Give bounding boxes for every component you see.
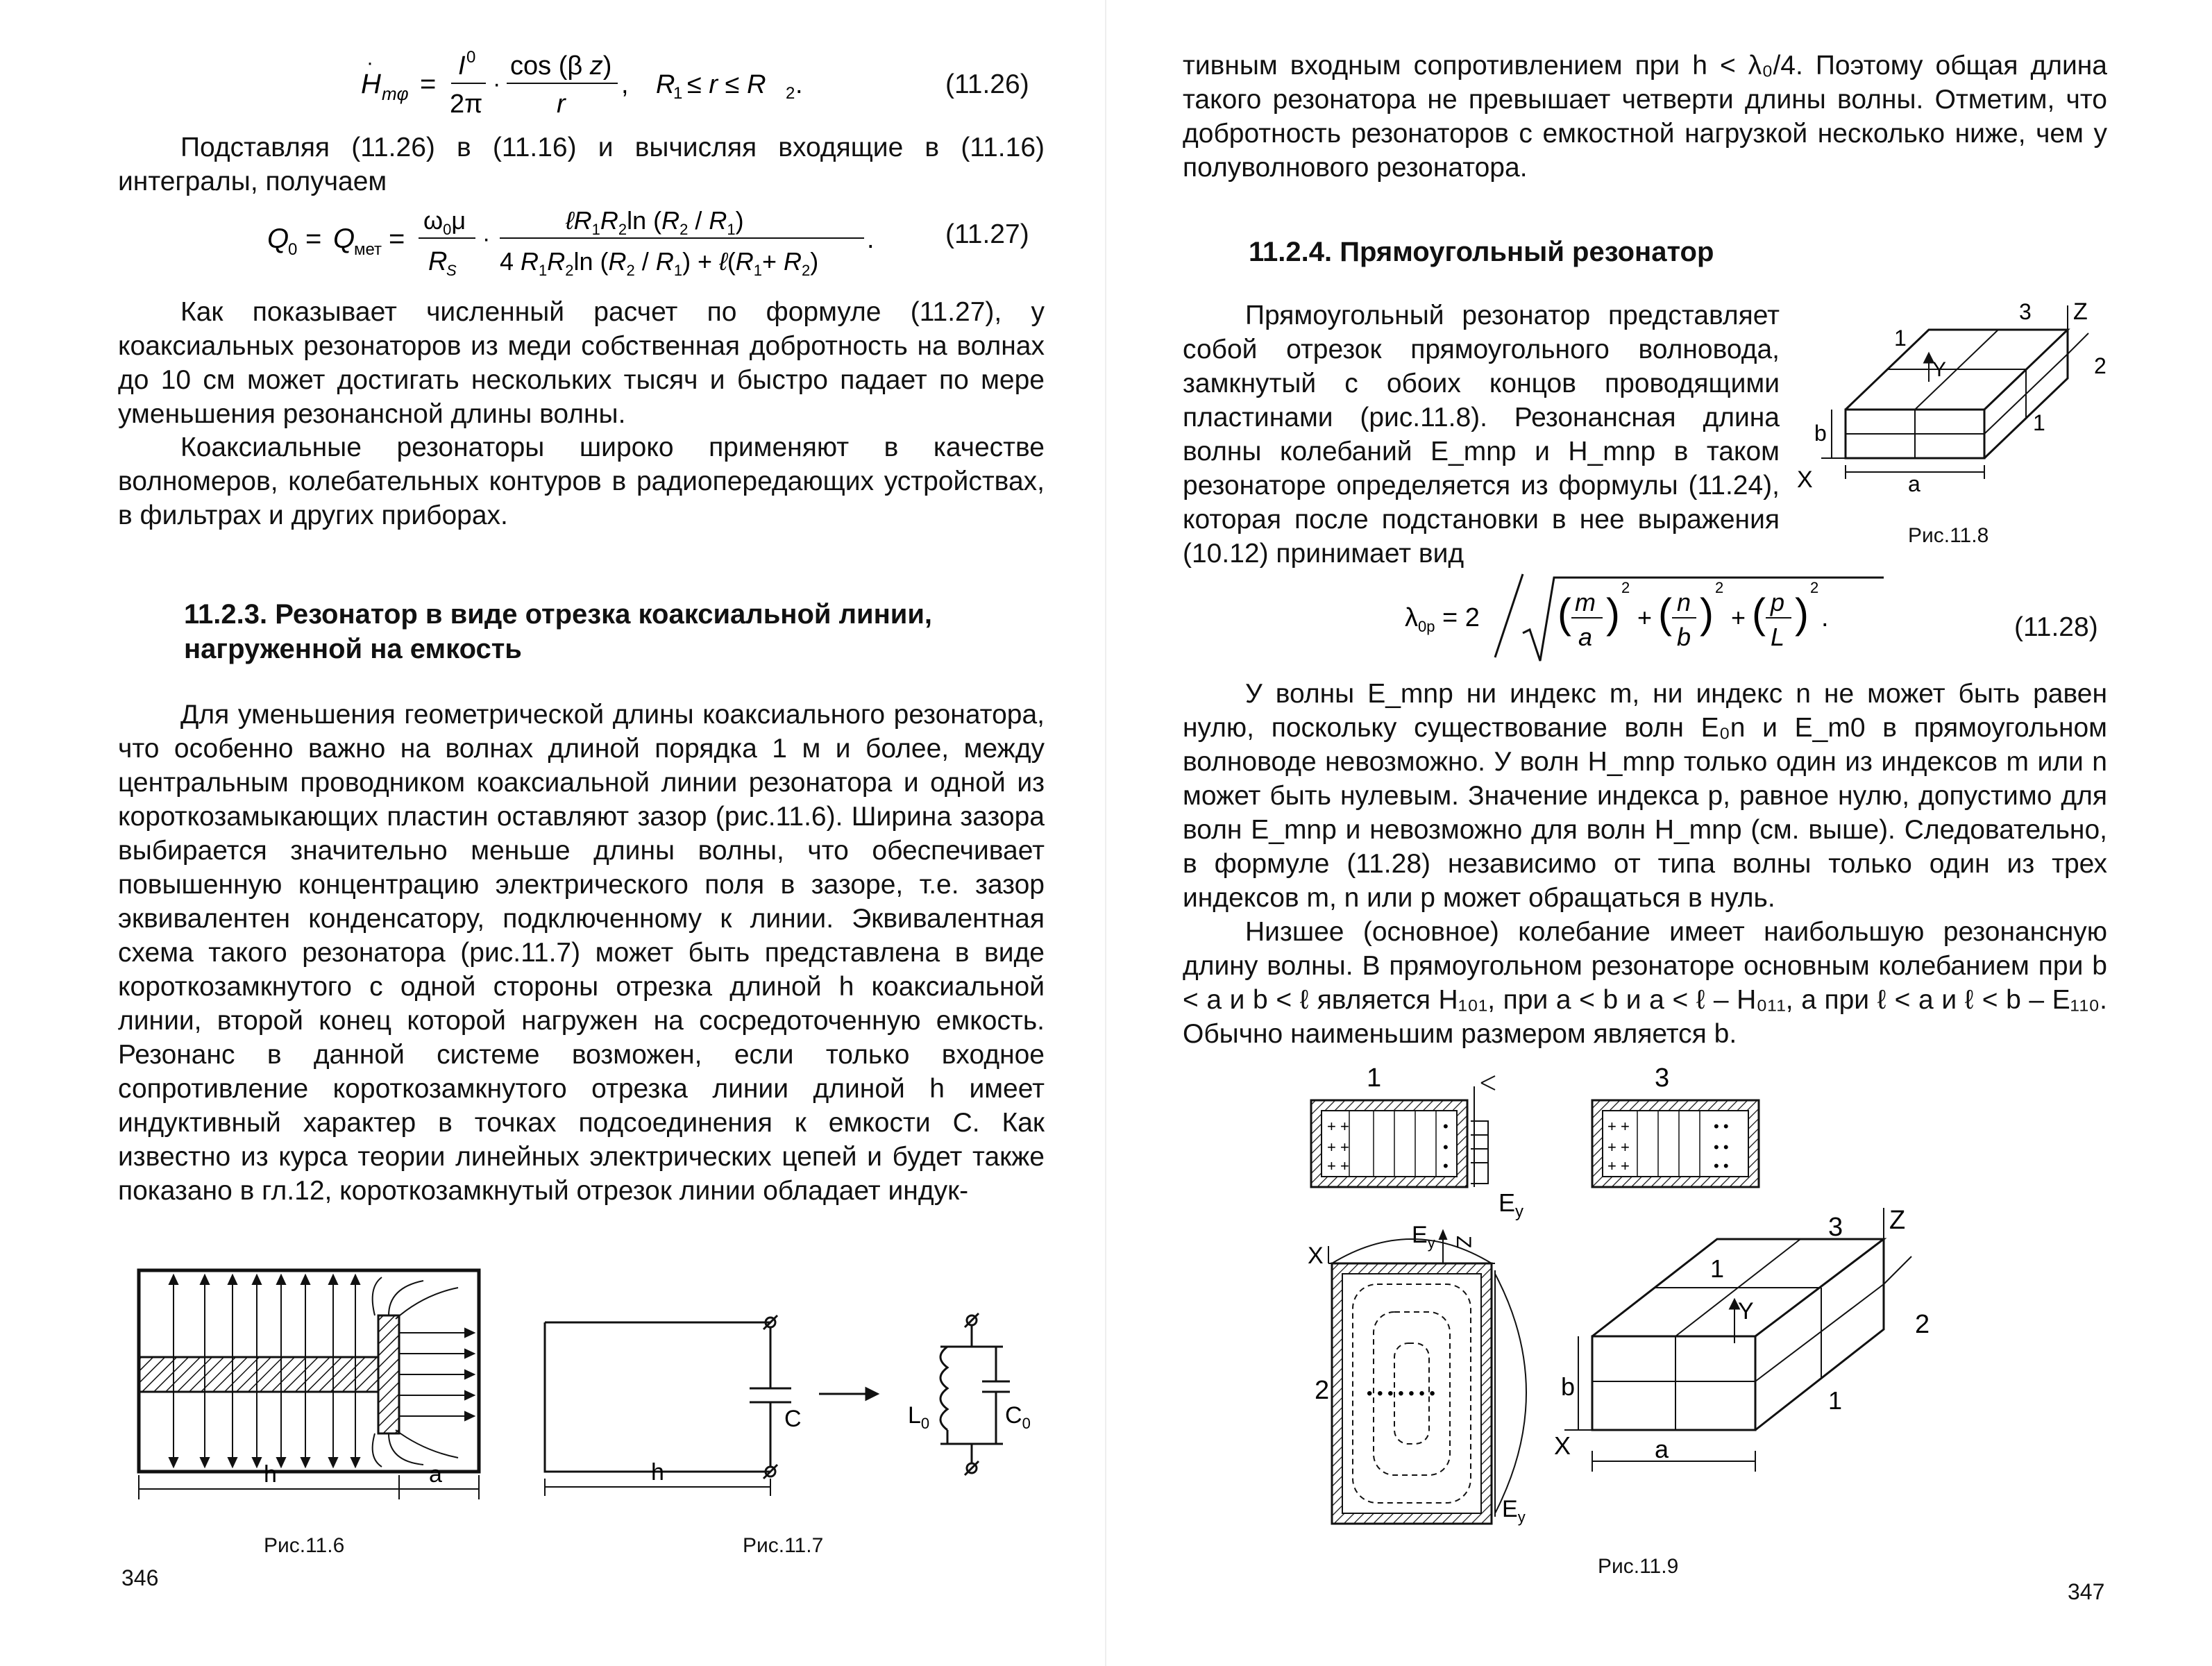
svg-text:•: • [1443,1118,1449,1135]
page-number-right: 347 [2068,1579,2105,1604]
svg-text:1: 1 [1894,326,1907,351]
svg-text:R: R [428,247,448,276]
svg-text:.: . [867,225,875,254]
svg-text:cos (β z): cos (β z) [510,51,612,81]
figure-11-9 [1301,1066,1995,1545]
paragraph-fundamental-mode: Низшее (основное) колебание имеет наибольшую резонансную длину волны. В прямоугольном резонаторе основным колебанием при b < a и b < ℓ является H₁₀₁, при a < b и a < ℓ – H₀₁₁, а при ℓ < a и ℓ < b – E₁₁₀. Обычно наименьшим размером является b. [1183,917,2107,1049]
paragraph-capacitive-resonator: Для уменьшения геометрической длины коаксиального резонатора, что особенно важно на волнах длиной порядка 1 м и более, между центральным проводником коаксиальной линии резонатора и одной из короткозамыкающих пластин оставляют зазор (рис.11.6). Ширина зазора выбирается значительно меньше длины волны, что обеспечивает повышенную концентрацию электрического поля в зазоре, т.е. зазор эквивалентен конденсатору, подключенному к линии. Эквивалентная схема такого резонатора (рис.11.7) может быть представлена в виде короткозамкнутого с одной стороны отрезка длиной h коаксиальной линии, второй конец которой нагружен на сосредоточенную емкость. Резонанс в данной системе возможен, если только входное сопротивление короткозамкнутого отрезка линии длиной h имеет индуктивный характер в точках подсоединения к емкости C. Как известно из курса теории линейных электрических цепей и будет также показано в гл.12, короткозамкнутый отрезок линии обладает индук- [118,700,1045,1206]
svg-text:0: 0 [288,240,298,259]
svg-text:b: b [1677,623,1691,651]
svg-text:r: r [557,90,566,119]
svg-text:=: = [305,224,322,254]
fig118-label-b: b [1814,421,1827,446]
figure-11-7 [534,1305,1048,1513]
paragraph-rectangular-resonator: Прямоугольный резонатор представляет собой отрезок прямоугольного волновода, замкнутый с обоих концов проводящими пластинами (рис.11.8). Резонансная длина волны колебаний E_mnp и H_mnp в таком резонаторе определяется из формулы (11.24), которая после подстановки в нее выражения (10.12) принимает вид [1183,301,1780,569]
svg-text:•: • [1443,1157,1449,1175]
fig117-label-l0: L [908,1402,921,1429]
svg-text:·: · [493,71,501,97]
svg-text:mφ: mφ [382,83,409,104]
fig119-label-1: 1 [1828,1386,1843,1415]
paragraph-inductive-continuation: тивным входным сопротивлением при h < λ₀/4. Поэтому общая длина такого резонатора не превышает четверти длины волны. Отметим, что добротность резонаторов с емкостной нагрузкой несколько ниже, чем у полуволнового резонатора. [1183,51,2107,183]
svg-text:(: ( [1752,590,1766,637]
svg-text:≤ r ≤ R: ≤ r ≤ R [687,70,766,99]
svg-text:• •: • • [1714,1157,1729,1175]
svg-text:Ey: $E_y$ [1498,1188,1524,1221]
svg-text:a: a [1578,623,1593,651]
fig118-label-z: Z [2073,298,2088,325]
svg-text:1: 1 [673,84,683,103]
svg-text:+ +: + + [1327,1138,1349,1156]
fig119-label-top-3: 3 [1655,1066,1670,1093]
heading-11-2-3: 11.2.3. Резонатор в виде отрезка коаксиальной линии, нагруженной на емкость [184,599,933,664]
svg-text:,: , [621,70,629,99]
svg-text:R: R [656,70,675,99]
svg-text:L0: $L_0$ [908,1402,930,1432]
svg-text:.: . [795,70,803,99]
svg-text:S: S [446,262,457,279]
page-number-left: 346 [121,1565,159,1590]
caption-fig-11-8: Рис.11.8 [1908,524,1989,547]
fig119-label-x: X [1308,1243,1324,1269]
fig119-label-3: 3 [1828,1213,1843,1242]
svg-text:1: 1 [1710,1254,1725,1283]
svg-text:): ) [1795,590,1809,637]
svg-text:=: = [389,224,405,254]
svg-text:Q: Q [333,224,355,254]
svg-text:• •: • • [1714,1118,1729,1135]
fig116-label-a: a [429,1461,442,1488]
equation-number-11-27: (11.27) [945,219,1029,249]
svg-text:): ) [1606,590,1620,637]
svg-text:ω0μ: $\omega_0\mu$ [423,206,466,238]
figure-11-6 [132,1260,493,1524]
svg-text:+ +: + + [1607,1138,1630,1156]
fig117-label-c0: C [1005,1402,1022,1429]
right-page [1106,0,2212,1666]
fig119-label-y: Y [1738,1298,1754,1324]
svg-text:Z: Z [1452,1236,1475,1249]
fig117-label-h: h [651,1459,664,1486]
fig118-label-2: 2 [2094,353,2107,378]
svg-text:4 R1R2ln (R2 / R1) + ℓ(R1+ R2): 4 $R_1R_2\ln$ $(R_2 / R_1)$ + $\ell(R_1+ R_2)$ [500,247,819,279]
svg-text:•: • [1443,1138,1449,1156]
figure-11-8 [1790,292,2116,514]
svg-text:+: + [1637,603,1653,632]
equation-number-11-28: (11.28) [2014,612,2098,642]
fig118-label-3: 3 [2019,299,2032,324]
formula-11-27 [267,198,892,288]
svg-text:p: p [1771,588,1785,616]
fig118-label-a: a [1908,471,1920,496]
svg-text:Ey: $E_y$ [1412,1222,1435,1252]
fig119-label-2: 2 [1915,1310,1930,1339]
svg-text:2: 2 [1810,579,1819,596]
fig116-label-h: h [264,1461,277,1488]
fig118-label-y: Y [1932,358,1947,381]
paragraph-index-constraints: У волны E_mnp ни индекс m, ни индекс n не может быть равен нулю, поскольку существование волн E₀n и E_m0 в прямоугольном волноводе невозможно. У волн H_mnp только один из индексов m или n может быть нулевым. Значение индекса p, равное нулю, допустимо для волн E_mnp и невозможно для волн H_mnp (см. выше). Следовательно, в формуле (11.28) независимо от типа волны только один из трех индексов m, n или p может обращаться в нуль. [1183,679,2107,913]
svg-text:мет: мет [354,240,382,259]
heading-11-2-4: 11.2.4. Прямоугольный резонатор [1249,237,1714,267]
svg-text:X: X [1554,1431,1571,1460]
caption-fig-11-7: Рис.11.7 [743,1534,824,1557]
svg-text:H: H [361,69,381,99]
svg-text:(: ( [1658,590,1672,637]
svg-text:(: ( [1557,590,1571,637]
svg-text:2: 2 [786,84,795,103]
svg-text:+ +: + + [1327,1118,1349,1135]
svg-text:=: = [420,69,437,99]
fig119-label-z: Z [1889,1206,1906,1235]
svg-text:·: · [482,226,491,252]
svg-text:• • • • • • •: • • • • • • • [1367,1384,1435,1403]
fig119-label-b: b [1561,1372,1576,1401]
caption-fig-11-6: Рис.11.6 [264,1534,345,1557]
fig118-label-1: 1 [2033,410,2045,435]
svg-text:λ0p = 2: $\lambda_{0p} = 2$ [1405,603,1480,635]
svg-text:ℓR1R2ln (R2 / R1): $\ell R_1R_2\ln$ $(R_2 / R_1)$ [566,206,744,238]
svg-text:2: 2 [1715,579,1724,596]
svg-text:L: L [1771,623,1785,651]
svg-text:+: + [1731,603,1746,632]
svg-text:• •: • • [1714,1138,1729,1156]
svg-text:I: I [458,51,466,81]
fig118-label-x: X [1797,466,1813,493]
svg-text:0: 0 [466,48,476,67]
svg-text:n: n [1677,588,1691,616]
svg-text:·: · [366,51,373,74]
svg-text:Ey: $E_y$ [1502,1496,1526,1526]
svg-text:2: 2 [1621,579,1630,596]
svg-text:+ +: + + [1327,1157,1349,1175]
paragraph-coax-applications: Коаксиальные резонаторы широко применяют в качестве волномеров, колебательных контуров в радиопередающих устройствах, в фильтрах и других приборах. [118,432,1045,530]
svg-text:+ +: + + [1607,1118,1630,1135]
fig117-label-c: C [784,1406,802,1432]
svg-text:.: . [1821,603,1829,632]
svg-text:m: m [1575,588,1596,616]
svg-text:2π: 2π [450,90,483,119]
formula-11-28 [1405,571,1905,668]
svg-text:): ) [1700,590,1714,637]
svg-text:Q: Q [267,224,289,254]
fig119-label-2-left: 2 [1315,1376,1330,1405]
formula-11-26 [361,43,847,119]
caption-fig-11-9: Рис.11.9 [1598,1555,1679,1578]
paragraph-intro-integrals: Подставляя (11.26) в (11.16) и вычисляя входящие в (11.16) интегралы, получаем [118,133,1045,196]
paragraph-numeric-calc: Как показывает численный расчет по формуле (11.27), у коаксиальных резонаторов из меди собственная добротность на волнах до 10 см может достигать нескольких тысяч и быстро падает по мере уменьшения резонансной длины волны. [118,297,1045,429]
fig119-label-top-1: 1 [1367,1066,1382,1093]
svg-text:C0: $C_0$ [1005,1402,1031,1432]
equation-number-11-26: (11.26) [945,69,1029,99]
fig119-label-a: a [1655,1435,1669,1463]
svg-text:+ +: + + [1607,1157,1630,1175]
